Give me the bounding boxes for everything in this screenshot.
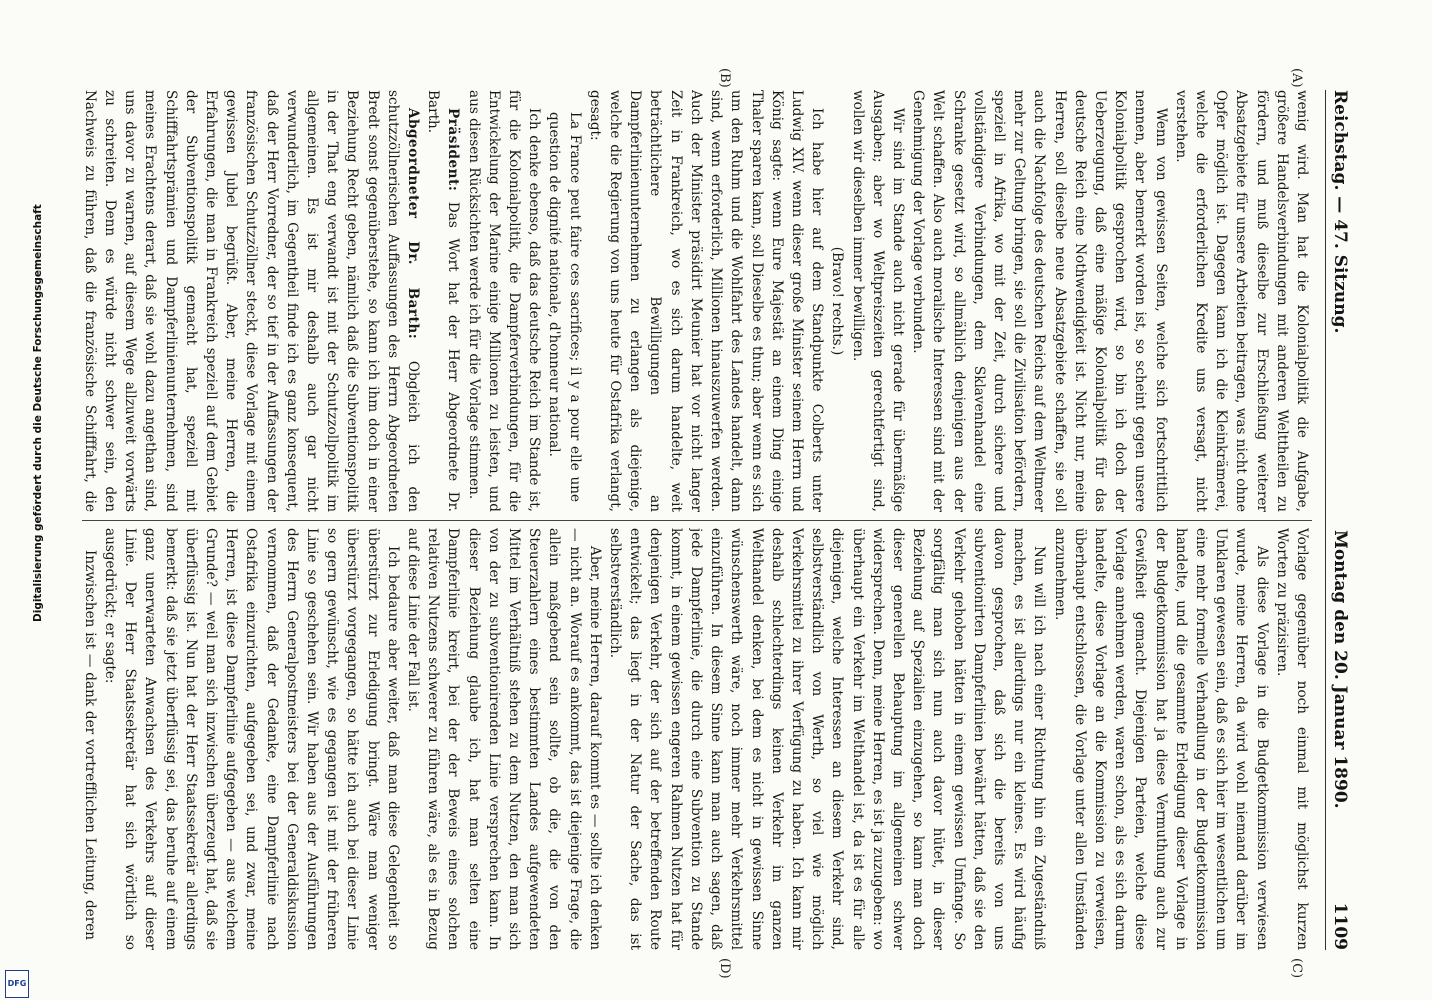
- speaker-name: Abgeordneter Dr. Barth:: [405, 108, 422, 340]
- paragraph: Ich denke ebenso, daß das deutsche Reich im Stande ist, für die Kolonialpolitik, die Dampferverbindungen, für die Entwickelung der Marine einige Millionen zu leisten, und aus diesen Rücksichten werde ich für die Vorlage stimmen.: [465, 90, 543, 512]
- paragraph: Aber, meine Herren, darauf kommt es — sollte ich denken — nicht an. Worauf es ankommt, das ist diejenige Frage, die allein maßgebend sein sollte, ob die, die von den Steuerzahlern eines bestimmten Landes aufgewendeten Mittel im Verhältniß stehen zu dem Nutzen, den man sich von der zu subventionirenden Linie versprechen kann. In dieser Beziehung glaube ich, hat man selten eine Dampferlinie kreirt, bei der der Beweis eines solchen relativen Nutzens schwerer zu führen wäre, als es in Bezug auf diese Linie der Fall ist.: [405, 528, 603, 950]
- header-right: Montag den 20. Januar 1890.: [1330, 530, 1350, 809]
- paragraph: Vorlage gegenüber noch einmal mit möglichst kurzen Worten zu präzisiren.: [1273, 528, 1310, 950]
- margin-marker-d: (D): [717, 958, 732, 979]
- speech-text: Obgleich ich den schutzzöllnerischen Auffassungen des Herrn Abgeordneten Bredt sonst gegenüberstehe, so kann ich ihm doch in einer Beziehung Recht geben, nämlich daß die Subventionspolitik in der That eng verwandt ist mit der Schutzzollpolitik im allgemeinen. Es ist mir deshalb auch gar nicht verwunderlich, im Gegentheil finde ich es ganz konsequent, daß der Herr Vorredner, der so tief in der Auffassungen der französischen Schutzzöllner steckt, diese Vorlage mit einem gewissen Jubel begrüßt. Aber, meine Herren, die Erfahrungen, die man in Frankreich speziell auf dem Gebiet der Subventionspolitik gemacht hat, speziell mit Schifffahrtsprämien und Dampferlinienunternehmen, sind meines Erachtens derart, daß sie wohl dazu angethan sind, uns davor zu warnen, auf diesem Wege allzuweit vorwärts zu schreiten. Denn es würde nicht schwer sein, den Nachweis zu führen, daß die französische Schifffahrt, die: [82, 90, 422, 512]
- quotation: La France peut faire ces sacrifices; il y a pour elle une question de dignité nationale, d'honneur national.: [546, 112, 583, 502]
- paragraph: Ich bedaure aber weiter, daß man diese Gelegenheit so überstürzt zur Erledigung bringt. Wäre man weniger überstürzt vorgegangen, so hätte ich auch bei dieser Linie so gern gewünscht, wie es gegangen ist mit der früheren Linie so geschehen sein. Wir haben aus der Ausführungen des Herrn Generalpostmeisters bei der Generaldiskussion vernommen, daß der Gedanke, eine Dampferlinie nach Ostafrika einzurichten, aufgegeben sei, und zwar, meine Herren, ist diese Dampferlinie aufgegeben — aus welchem Grunde? — weil man sich inzwischen überzeugt hat, daß sie überflüssig ist. Nun hat der Herr Staatssekretär allerdings bemerkt: daß sie jetzt überflüssig sei, das beruhe auf einem ganz unerwarteten Anwachsen des Verkehrs auf dieser Linie. Der Herr Staatssekretär hat sich wörtlich so ausgedrückt; er sagte:: [102, 528, 401, 950]
- paragraph: Nun will ich nach einer Richtung hin ein Zugeständniß machen, es ist allerdings nur ein kleines. Es wird häufig davon gesprochen, daß sich die bereits von uns subventionirten Dampferlinien bewährt hätten, daß sie den Verkehr gehoben hätten in einem gewissen Umfange. So sorgfältig man sich nun auch davor hütet, in dieser Beziehung auf Spezialien einzugehen, so kann man doch dieser generellen Behauptung im allgemeinen schwer widersprechen. Denn, meine Herren, es ist ja zuzugeben: wo überhaupt ein Verkehr im Welthandel ist, da ist es für alle diejenigen, welche Interessen an diesem Verkehr sind, selbstverständlich von Werth, so viel wie möglich Verkehrsmittel zu ihrer Verfügung zu haben. Ich kann mir deshalb schlechterdings keinen Verkehr im ganzen Welthandel denken, bei dem es nicht in gewissen Sinne wünschenswerth wäre, noch immer mehr Verkehrsmittel einzuführen. In diesem Sinne kann man auch sagen, daß jede Dampferlinie, die durch eine Subvention zu Stande kommt, in einem gewissen engeren Rahmen Nutzen hat für denjenigen Verkehr, der sich auf der betreffenden Route entwickelt; das liegt in der Natur der Sache, das ist selbstverständlich.: [607, 528, 1048, 950]
- paragraph: Ich habe hier auf dem Standpunkte Colberts unter Ludwig XIV. wenn dieser große Minister seinem Herrn und König sagte: wenn Eure Majestät an einem Ding einige Thaler sparen kann, soll Dieselbe es thun; aber wenn es sich um den Ruhm und die Wohlfahrt des Landes handelt, dann sind, wenn erforderlich, Millionen hinauszuwerfen werden. Auch der Minister präsidirt Meunier hat vor nicht langer Zeit in Frankreich, wo es sich darum handelte, weit beträchtlichere Bewilligungen an Dampferlinienunternehmen zu erlangen als diejenige, welche die Regierung von uns heute für Ostafrika verlangt, gesagt:: [586, 90, 826, 512]
- speaker-paragraph: [82, 90, 423, 512]
- speech-text: Das Wort hat der Herr Abgeordnete Dr. Barth.: [425, 90, 462, 512]
- dfg-logo-icon: DFG: [5, 970, 29, 998]
- header-rule: [1325, 90, 1326, 950]
- page-number: 1109: [1330, 902, 1350, 950]
- running-header: [1324, 90, 1350, 950]
- quotation: Inzwischen ist — dank der vortrefflichen Leitung, deren: [82, 550, 98, 940]
- header-left: Reichstag. — 47. Sitzung.: [1330, 90, 1350, 334]
- margin-marker-a: (A): [1289, 68, 1304, 88]
- interjection: (Bravo! rechts.): [829, 246, 846, 356]
- column-divider: [82, 520, 1312, 521]
- margin-marker-c: (C): [1289, 958, 1304, 979]
- paragraph: Wir sind im Stande auch nicht gerade für übermäßige Ausgaben; aber wo Weltpreiszeiten gerechtfertigt sind, wollen wir dieselben immer bewilligen.: [849, 90, 906, 512]
- margin-marker-b: (B): [717, 68, 732, 88]
- paragraph: Als diese Vorlage in die Budgetkommission verwiesen wurde, meine Herren, da wird wohl niemand darüber im Unklaren gewesen sein, daß es sich hier im wesentlichen um eine mehr formelle Verhandlung in der Budgetkommission handelte, und die gesammte Erledigung dieser Vorlage in der Budgetkommission hat ja diese Vermuthung auch zur Gewißheit gemacht. Diejenigen Parteien, welche diese Vorlage annehmen werden, waren schon, als es sich darum handelte, diese Vorlage an die Kommission zu verweisen, überhaupt entschlossen, die Vorlage unter allen Umständen anzunehmen.: [1051, 528, 1270, 950]
- right-column: [82, 528, 1312, 950]
- paragraph: wenig wird. Man hat die Kolonialpolitik die Aufgabe, größere Handelsverbindungen mit anderen Welttheilen zu fördern, und muß dieselbe zur Erschließung weiterer Absatzgebiete für unsere Arbeiten beitragen, was nicht ohne Opfer möglich ist. Dagegen kann ich die Kleinkrämerei, welche die erforderlichen Kredite uns versagt, nicht verstehen.: [1172, 90, 1310, 512]
- credit-text: Digitalisierung gefördert durch die Deutsche Forschungsgemeinschaft: [32, 204, 44, 622]
- digitization-credit: [2, 2, 44, 998]
- paragraph: Wenn von gewissen Seiten, welche sich fortschrittlich nennen, aber bemerkt worden ist, so scheint gegen unsere Kolonialpolitik gesprochen wird, so bin ich doch der Ueberzeugung, daß eine mäßige Kolonialpolitik für das deutsche Reich eine Nothwendigkeit ist. Nicht nur, meine Herren, soll dieselbe neue Absatzgebiete schaffen, sie soll auch die Nachfolge des deutschen Reichs auf dem Weltmeer mehr zur Geltung bringen, sie soll die Zivilisation befördern, speziell in Afrika, wo mit der Zeit, durch sichere und vollständigere Verbindungen, dem Sklavenhandel eine Schranke gesetzt wird, so allmählich denjenigen aus der Welt schaffen. Also auch moralische Interessen sind mit der Genehmigung der Vorlage verbunden.: [910, 90, 1169, 512]
- speaker-name: Präsident:: [445, 108, 462, 192]
- left-column: [82, 90, 1312, 512]
- speaker-paragraph: [423, 90, 463, 512]
